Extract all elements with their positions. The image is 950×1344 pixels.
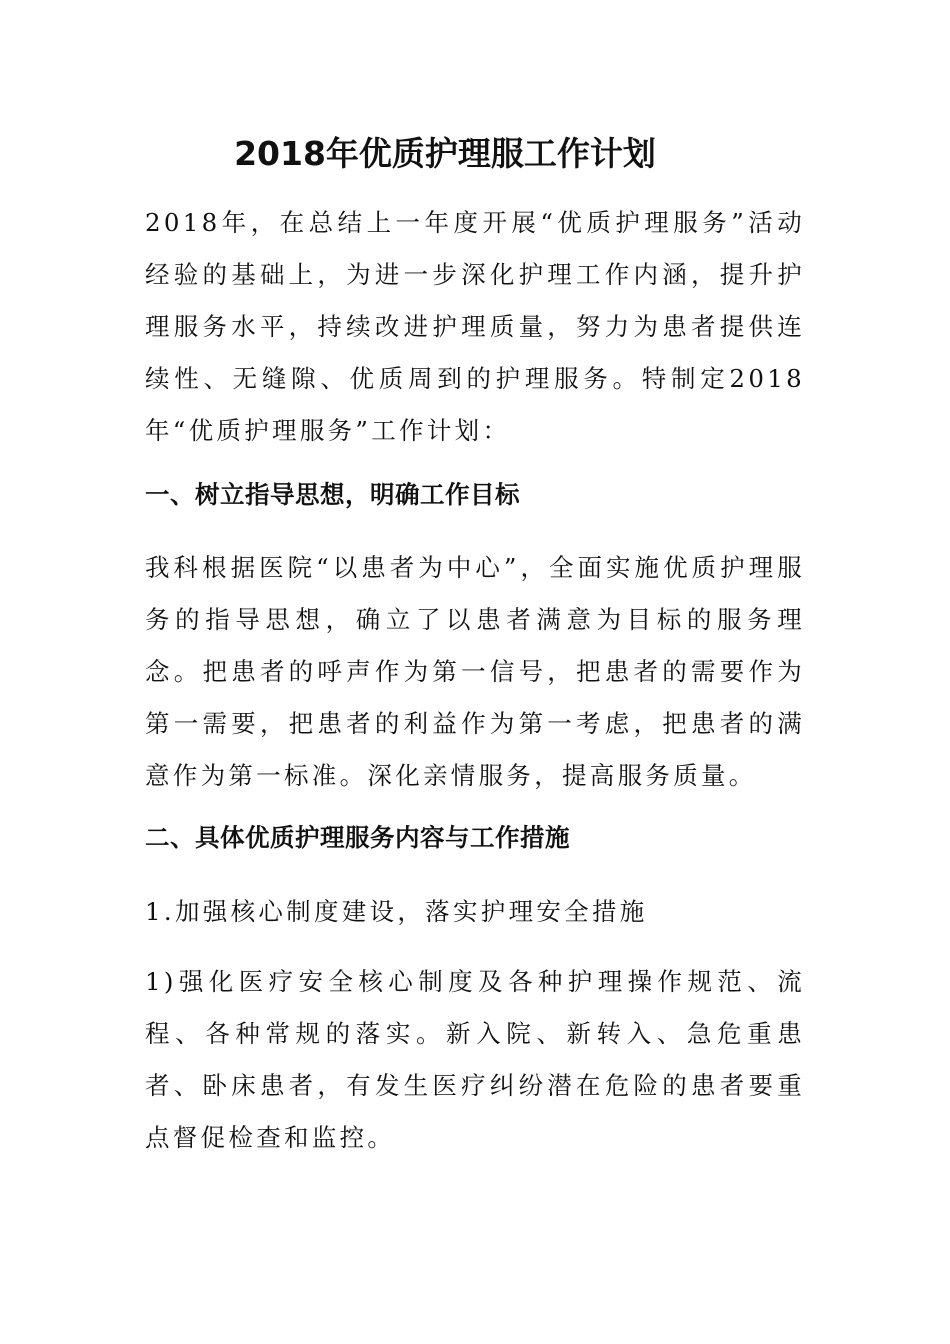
intro-paragraph: 2018年，在总结上一年度开展“优质护理服务”活动经验的基础上，为进一步深化护理工作内涵，提升护理服务水平，持续改进护理质量，努力为患者提供连续性、无缝隙、优质周到的护理服务。特制定2018年“优质护理服务”工作计划： xyxy=(145,208,805,445)
section-2-heading: 二、具体优质护理服务内容与工作措施 xyxy=(145,823,570,852)
section-1-paragraph: 我科根据医院“以患者为中心”，全面实施优质护理服务的指导思想，确立了以患者满意为目标的服务理念。把患者的呼声作为第一信号，把患者的需要作为第一需要，把患者的利益作为第一考虑，把患者的满意作为第一标准。深化亲情服务，提高服务质量。 xyxy=(145,553,805,790)
document-title: 2018年优质护理服工作计划 xyxy=(234,134,656,173)
section-2-paragraph: 1)强化医疗安全核心制度及各种护理操作规范、流程、各种常规的落实。新入院、新转入、急危重患者、卧床患者，有发生医疗纠纷潜在危险的患者要重点督促检查和监控。 xyxy=(145,967,805,1152)
section-2-subheading: 1.加强核心制度建设，落实护理安全措施 xyxy=(145,897,648,926)
section-1-heading: 一、树立指导思想，明确工作目标 xyxy=(145,480,520,509)
